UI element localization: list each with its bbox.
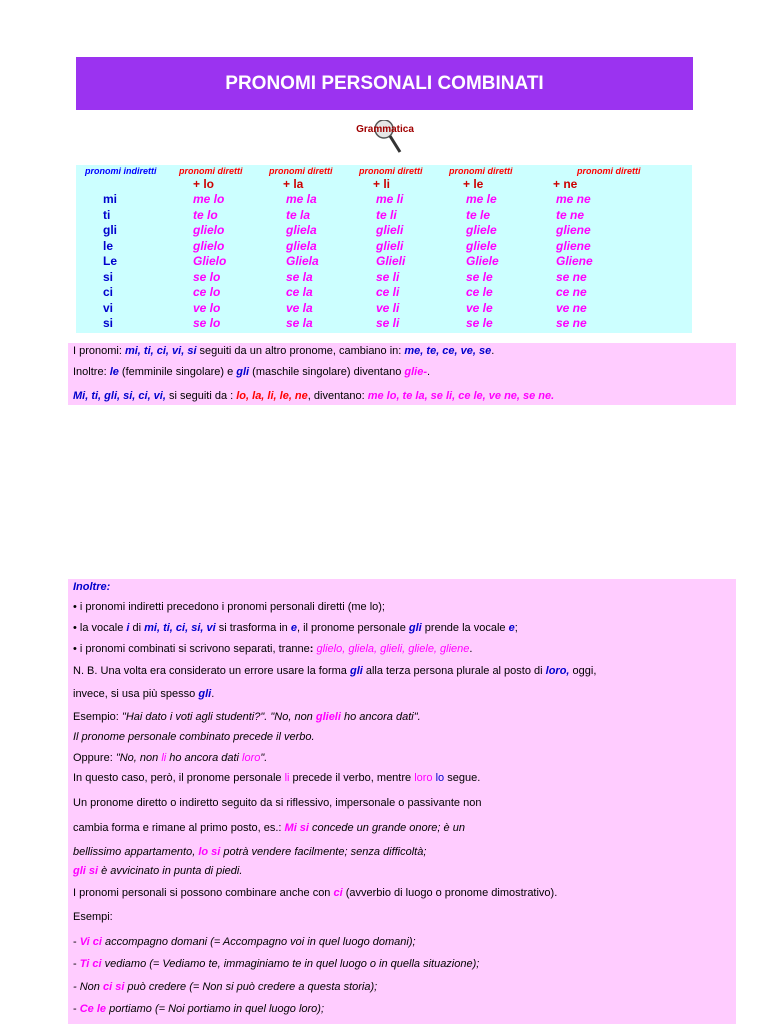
- text: Inoltre:: [73, 366, 110, 378]
- example-7: [73, 846, 426, 859]
- text: bellissimo appartamento,: [73, 846, 199, 858]
- text: gli: [408, 622, 422, 634]
- rule-line-3: [73, 390, 554, 403]
- text: (avverbio di luogo o pronome dimostrativo).: [342, 887, 558, 899]
- text: Esempio:: [73, 711, 122, 723]
- example-3: [73, 752, 267, 765]
- table-cell: se lo: [193, 269, 221, 284]
- text: precede il verbo, mentre: [289, 772, 415, 784]
- text: glie-: [404, 366, 428, 378]
- table-cell: te le: [466, 207, 491, 222]
- table-cell: gliele: [466, 223, 497, 237]
- text: alla terza persona plurale al posto di: [362, 665, 546, 677]
- table-cell: gliene: [556, 223, 591, 237]
- pronoun-le: le: [103, 238, 114, 253]
- text: loro,: [545, 665, 570, 677]
- example-10: Esempi:: [73, 911, 113, 923]
- text: .: [427, 366, 431, 378]
- text: Ce le: [79, 1003, 107, 1015]
- text: Vi ci: [79, 936, 102, 948]
- table-cell: me la: [286, 192, 317, 206]
- table-cell: ce lo: [193, 285, 221, 299]
- text: oggi,: [569, 665, 597, 677]
- text: prende la vocale: [421, 622, 509, 634]
- svg-text:Grammatica: Grammatica: [356, 124, 414, 135]
- text: è avvicinato in punta di piedi.: [98, 865, 243, 877]
- text: lo, la, li, le, ne: [236, 390, 308, 402]
- table-cell: te la: [286, 207, 311, 222]
- nb-line-2: [73, 688, 214, 701]
- text: I pronomi personali si possono combinare anche con: [73, 887, 334, 899]
- pronoun-si-2: si: [103, 316, 114, 330]
- text: Mi si: [284, 822, 309, 834]
- pronoun-Le: Le: [103, 254, 118, 268]
- text: ho ancora dati".: [340, 711, 421, 723]
- table-cell: ce ne: [556, 285, 587, 299]
- rule-line-1: [73, 345, 494, 358]
- header-direct: pronomi diretti: [577, 166, 641, 176]
- text: loro: [414, 772, 433, 784]
- text: I pronomi:: [73, 345, 125, 357]
- table-cell: se li: [376, 316, 400, 330]
- table-cell: se lo: [193, 316, 221, 330]
- text: Mi, ti, gli, si, ci, vi,: [73, 390, 166, 402]
- table-cell: se ne: [556, 269, 587, 284]
- text: (maschile singolare) diventano: [249, 366, 405, 378]
- header-direct: pronomi diretti: [449, 166, 513, 176]
- pronoun-mi: mi: [103, 192, 118, 206]
- text: -: [73, 936, 80, 948]
- subheader-lo: + lo: [193, 177, 215, 191]
- text: può credere (= Non si può credere a questa storia);: [124, 981, 378, 993]
- text: - Non: [73, 981, 103, 993]
- table-cell: Gliela: [286, 254, 319, 268]
- text: accompagno domani (= Accompagno voi in quel luogo domani);: [101, 936, 416, 948]
- text: glielo, gliela, glieli, gliele, gliene: [316, 643, 470, 655]
- text: N. B. Una volta era considerato un errore usare la forma: [73, 665, 350, 677]
- text: :: [309, 643, 317, 655]
- text: In questo caso, però, il pronome personale: [73, 772, 285, 784]
- text: lo: [432, 772, 445, 784]
- notes-heading: Inoltre:: [73, 581, 111, 593]
- table-cell: ve lo: [193, 300, 221, 315]
- text: li: [284, 772, 290, 784]
- text: i: [126, 622, 130, 634]
- text: , diventano:: [307, 390, 368, 402]
- text: gli: [349, 665, 363, 677]
- table-cell: me ne: [556, 192, 591, 206]
- text: li: [161, 752, 167, 764]
- note-bullet-1: • i pronomi indiretti precedono i pronomi personali diretti (me lo);: [73, 601, 385, 613]
- text: .: [211, 688, 215, 700]
- text: e: [508, 622, 515, 634]
- text: ".: [260, 752, 268, 764]
- table-cell: se le: [466, 269, 493, 284]
- table-cell: glieli: [376, 223, 404, 237]
- text: gli si: [73, 865, 99, 877]
- table-cell: ve le: [466, 300, 493, 315]
- header-direct: pronomi diretti: [179, 166, 243, 176]
- note-bullet-2: [73, 622, 518, 635]
- table-cell: Glielo: [193, 254, 227, 268]
- text: me lo, te la, se li, ce le, ve ne, se ne.: [367, 390, 555, 402]
- subheader-ne: + ne: [553, 177, 578, 191]
- text: ci: [333, 887, 343, 899]
- table-cell: ve li: [376, 300, 400, 315]
- direct-column-ne: [539, 165, 641, 332]
- pronoun-gli: gli: [103, 223, 117, 237]
- text: e: [290, 622, 297, 634]
- rule-line-2: [73, 366, 430, 379]
- example-12: [73, 958, 479, 971]
- table-cell: ve ne: [556, 300, 587, 315]
- table-cell: gliene: [556, 238, 591, 253]
- text: vediamo (= Vediamo te, immaginiamo te in quel luogo o in quella situazione);: [101, 958, 480, 970]
- example-2: Il pronome personale combinato precede il verbo.: [73, 731, 315, 743]
- table-cell: me li: [376, 192, 404, 206]
- text: lo si: [198, 846, 221, 858]
- text: segue.: [444, 772, 481, 784]
- example-4: [73, 772, 480, 785]
- table-cell: se la: [286, 316, 313, 330]
- text: Ti ci: [79, 958, 102, 970]
- direct-column-li: [359, 165, 423, 332]
- text: (femminile singolare) e: [118, 366, 237, 378]
- example-13: [73, 981, 377, 994]
- header-direct: pronomi diretti: [269, 166, 333, 176]
- text: potrà vendere facilmente; senza difficoltà;: [220, 846, 427, 858]
- page-title: PRONOMI PERSONALI COMBINATI: [76, 57, 693, 110]
- table-cell: Gliele: [466, 254, 499, 268]
- text: .: [491, 345, 495, 357]
- table-cell: glielo: [193, 223, 225, 237]
- text: loro: [242, 752, 261, 764]
- table-cell: gliele: [466, 238, 497, 253]
- table-cell: ce la: [286, 285, 313, 299]
- pronoun-ti: ti: [103, 207, 111, 222]
- table-cell: glieli: [376, 238, 404, 253]
- text: "No, non: [115, 752, 162, 764]
- pronoun-ci: ci: [103, 285, 114, 299]
- table-cell: se le: [466, 316, 493, 330]
- example-8: [73, 865, 242, 878]
- text: • la vocale: [73, 622, 127, 634]
- text: mi, ti, ci, si, vi: [144, 622, 216, 634]
- example-11: [73, 936, 416, 949]
- pronoun-vi: vi: [103, 300, 114, 315]
- text: ci si: [102, 981, 125, 993]
- grammatica-logo: [348, 120, 422, 158]
- table-cell: Gliene: [556, 254, 593, 268]
- example-6: [73, 822, 465, 835]
- table-cell: me lo: [193, 192, 225, 206]
- table-cell: te lo: [193, 207, 218, 222]
- indirect-column: [85, 165, 157, 332]
- text: glieli: [315, 711, 341, 723]
- text: ho ancora dati: [166, 752, 243, 764]
- direct-column-lo: [179, 165, 243, 332]
- table-cell: ve la: [286, 300, 313, 315]
- text: si trasforma in: [215, 622, 291, 634]
- example-1: [73, 711, 421, 724]
- direct-column-le: [449, 165, 513, 332]
- table-cell: ce le: [466, 285, 493, 299]
- text: ;: [514, 622, 518, 634]
- table-cell: ce li: [376, 285, 400, 299]
- text: gli: [236, 366, 250, 378]
- table-cell: Glieli: [376, 254, 406, 268]
- example-5: Un pronome diretto o indiretto seguito da si riflessivo, impersonale o passivante non: [73, 797, 482, 809]
- subheader-li: + li: [373, 177, 391, 191]
- text: me, te, ce, ve, se: [404, 345, 492, 357]
- header-direct: pronomi diretti: [359, 166, 423, 176]
- text: Oppure:: [73, 752, 116, 764]
- text: -: [73, 958, 80, 970]
- table-cell: te ne: [556, 207, 585, 222]
- example-9: [73, 887, 557, 900]
- text: "Hai dato i voti agli studenti?". "No, non: [121, 711, 316, 723]
- text: portiamo (= Noi portiamo in quel luogo loro);: [106, 1003, 325, 1015]
- subheader-la: + la: [283, 177, 304, 191]
- text: .: [469, 643, 473, 655]
- table-cell: se la: [286, 269, 313, 284]
- table-cell: se ne: [556, 316, 587, 330]
- text: cambia forma e rimane al primo posto, es.:: [73, 822, 285, 834]
- text: , il pronome personale: [296, 622, 409, 634]
- text: invece, si usa più spesso: [73, 688, 199, 700]
- subheader-le: + le: [463, 177, 484, 191]
- table-cell: me le: [466, 192, 497, 206]
- header-indirect: pronomi indiretti: [85, 166, 157, 176]
- text: concede un grande onore; è un: [308, 822, 465, 834]
- pronoun-table: [76, 165, 692, 333]
- direct-column-la: [269, 165, 333, 332]
- text: gli: [198, 688, 212, 700]
- text: • i pronomi combinati si scrivono separati, tranne: [73, 643, 310, 655]
- text: di: [129, 622, 145, 634]
- text: mi, ti, ci, vi, si: [124, 345, 197, 357]
- note-bullet-3: [73, 643, 472, 656]
- table-cell: glielo: [193, 238, 225, 253]
- table-cell: gliela: [286, 223, 317, 237]
- table-cell: gliela: [286, 238, 317, 253]
- text: -: [73, 1003, 80, 1015]
- table-cell: se li: [376, 269, 400, 284]
- text: seguiti da un altro pronome, cambiano in:: [196, 345, 405, 357]
- example-14: [73, 1003, 324, 1016]
- pronoun-si: si: [103, 269, 114, 284]
- text: le: [109, 366, 119, 378]
- table-cell: te li: [376, 207, 397, 222]
- text: si seguiti da :: [165, 390, 237, 402]
- nb-line-1: [73, 665, 596, 678]
